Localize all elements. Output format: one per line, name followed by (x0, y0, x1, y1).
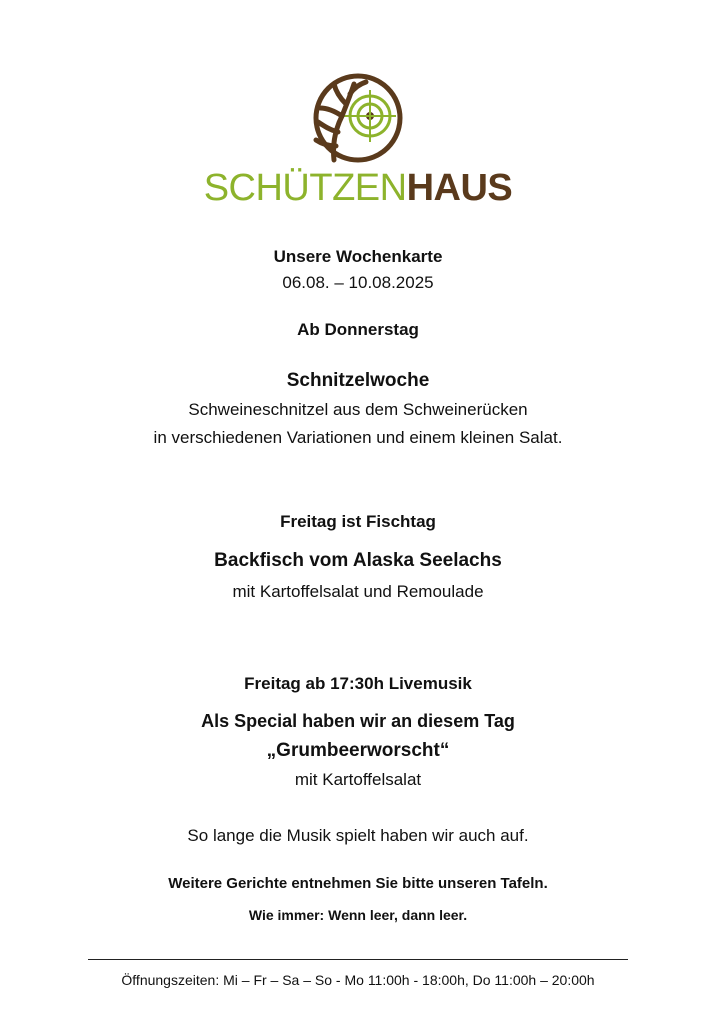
section3-note: So lange die Musik spielt haben wir auch auf. (187, 826, 529, 845)
footer-note2: Wie immer: Wenn leer, dann leer. (248, 907, 468, 923)
opening-hours: Öffnungszeiten: Mi – Fr – Sa – So - Mo 11:00h - 18:00h, Do 11:00h – 20:00h (121, 972, 595, 988)
logo (0, 72, 716, 209)
section1-dish: Schnitzelwoche (286, 370, 430, 391)
section2-day: Freitag ist Fischtag (280, 512, 436, 531)
footer-divider (88, 959, 628, 960)
logo-text-bold: HAUS (406, 167, 513, 209)
logo-text-light: SCHÜTZEN (203, 167, 407, 209)
section2-desc: mit Kartoffelsalat und Remoulade (232, 582, 484, 601)
section3-dish: „Grumbeerworscht“ (266, 740, 450, 761)
section1-desc2: in verschiedenen Variationen und einem kleinen Salat. (153, 428, 563, 447)
section3-special: Als Special haben wir an diesem Tag (201, 711, 515, 731)
menu-dates: 06.08. – 10.08.2025 (282, 273, 434, 292)
section3-event: Freitag ab 17:30h Livemusik (244, 674, 472, 693)
section1-day: Ab Donnerstag (297, 320, 419, 339)
section3-desc: mit Kartoffelsalat (294, 770, 422, 789)
antler-target-icon (310, 72, 406, 168)
section2-dish: Backfisch vom Alaska Seelachs (214, 550, 502, 571)
logo-wordmark (0, 166, 716, 210)
menu-title: Unsere Wochenkarte (273, 247, 443, 266)
section1-desc1: Schweineschnitzel aus dem Schweinerücken (188, 400, 528, 419)
footer-note1: Weitere Gerichte entnehmen Sie bitte unseren Tafeln. (168, 875, 548, 892)
